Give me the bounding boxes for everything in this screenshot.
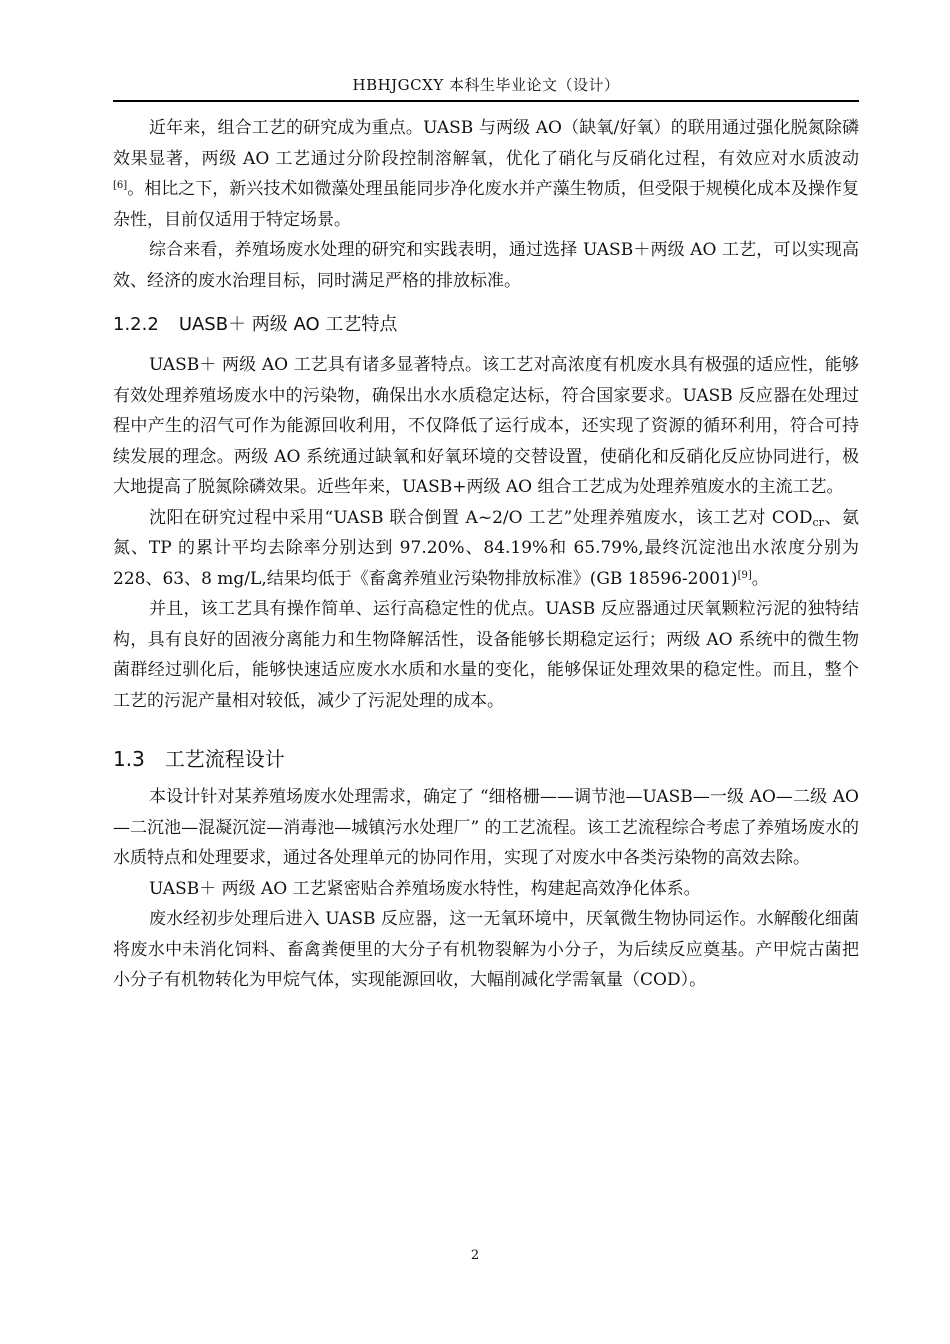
citation-6[interactable]: [6] <box>113 180 128 191</box>
section-title: UASB＋ 两级 AO 工艺特点 <box>178 314 398 335</box>
paragraph-process-features: UASB＋ 两级 AO 工艺具有诸多显著特点。该工艺对高浓度有机废水具有极强的适应性，能够有效处理养殖场废水中的污染物，确保出水水质稳定达标，符合国家要求。UASB 反应器在处理过程中产生的沼气可作为能源回收利用，不仅降低了运行成本，还实现了资源的循环利用，符合可持续发展的理念。两级 AO 系统通过缺氧和好氧环境的交替设置，使硝化和反硝化反应协同进行，极大地提高了脱氮除磷效果。近些年来，UASB+两级 AO 组合工艺成为处理养殖废水的主流工艺。 <box>113 355 859 497</box>
section-number: 1.3 <box>113 747 145 771</box>
section-heading-1-3 <box>113 742 859 776</box>
paragraph-summary: 综合来看，养殖场废水处理的研究和实践表明，通过选择 UASB＋两级 AO 工艺，可以实现高效、经济的废水治理目标，同时满足严格的排放标准。 <box>113 240 859 291</box>
paragraph-text: 。 <box>751 568 769 589</box>
section-number: 1.2.2 <box>113 314 159 335</box>
paragraph-combined-process <box>113 113 859 235</box>
paragraph-uasb-reactor: 废水经初步处理后进入 UASB 反应器，这一无氧环境中，厌氧微生物协同运作。水解酸化细菌将废水中未消化饲料、畜禽粪便里的大分子有机物裂解为小分子，为后续反应奠基。产甲烷古菌把小分子有机物转化为甲烷气体，实现能源回收，大幅削减化学需氧量（COD）。 <box>113 909 859 990</box>
header-divider <box>113 100 859 102</box>
page-body <box>113 113 859 996</box>
paragraph-shenyang-study <box>113 503 859 595</box>
paragraph-flow-design: 本设计针对某养殖场废水处理需求，确定了 “细格栅——调节池—UASB—一级 AO—二级 AO—二沉池—混凝沉淀—消毒池—城镇污水处理厂” 的工艺流程。该工艺流程综合考虑了养殖场废水的水质特点和处理要求，通过各处理单元的协同作用，实现了对废水中各类污染物的高效去除。 <box>113 787 859 868</box>
paragraph-text: 。相比之下，新兴技术如微藻处理虽能同步净化废水并产藻生物质，但受限于规模化成本及操作复杂性，目前仅适用于特定场景。 <box>113 179 859 230</box>
paragraph-text: 近年来，组合工艺的研究成为重点。UASB 与两级 AO（缺氧/好氧）的联用通过强化脱氮除磷效果显著，两级 AO 工艺通过分阶段控制溶解氧，优化了硝化与反硝化过程，有效应对水质波动 <box>113 118 859 169</box>
subscript-cr: cr <box>812 515 824 529</box>
section-heading-1-2-2 <box>113 310 859 340</box>
page-header: HBHJGCXY 本科生毕业论文（设计） <box>352 76 620 94</box>
paragraph-text: 沈阳在研究过程中采用“UASB 联合倒置 A~2/O 工艺”处理养殖废水，该工艺对 COD <box>149 507 813 528</box>
section-title: 工艺流程设计 <box>164 747 285 771</box>
page-number: 2 <box>470 1248 480 1263</box>
citation-9[interactable]: [9] <box>737 569 752 581</box>
paragraph-text: 、氨氮、TP 的累计平均去除率分别达到 97.20%、84.19%和 65.79%,最终沉淀池出水浓度分别为 228、63、8 mg/L,结果均低于《畜禽养殖业污染物排放标准》(GB 18596-2001) <box>113 507 859 589</box>
paragraph-purification-system: UASB＋ 两级 AO 工艺紧密贴合养殖场废水特性，构建起高效净化体系。 <box>149 878 701 899</box>
paragraph-stability: 并且，该工艺具有操作简单、运行高稳定性的优点。UASB 反应器通过厌氧颗粒污泥的独特结构，具有良好的固液分离能力和生物降解活性，设备能够长期稳定运行；两级 AO 系统中的微生物菌群经过驯化后，能够快速适应废水水质和水量的变化，能够保证处理效果的稳定性。而且，整个工艺的污泥产量相对较低，减少了污泥处理的成本。 <box>113 599 859 711</box>
